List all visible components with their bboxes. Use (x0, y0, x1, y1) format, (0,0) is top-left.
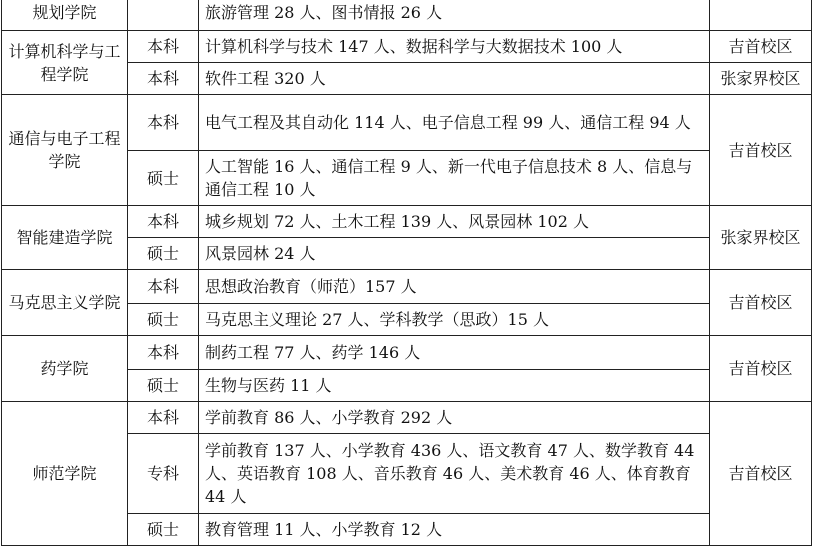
table-row (2, 31, 812, 63)
level-cell: 本科 (128, 206, 199, 238)
campus-cell (710, 0, 812, 31)
table-row (2, 270, 812, 304)
major-cell: 思想政治教育（师范）157 人 (199, 270, 710, 304)
college-cell: 药学院 (2, 336, 128, 402)
level-cell: 硕士 (128, 514, 199, 546)
major-cell: 软件工程 320 人 (199, 63, 710, 95)
level-cell: 本科 (128, 336, 199, 370)
level-cell: 硕士 (128, 151, 199, 206)
level-cell: 本科 (128, 31, 199, 63)
level-cell: 本科 (128, 95, 199, 151)
level-cell: 硕士 (128, 238, 199, 270)
level-cell: 硕士 (128, 370, 199, 402)
major-cell: 人工智能 16 人、通信工程 9 人、新一代电子信息技术 8 人、信息与通信工程 10 人 (199, 151, 710, 206)
major-cell: 风景园林 24 人 (199, 238, 710, 270)
level-cell: 本科 (128, 63, 199, 95)
college-cell: 马克思主义学院 (2, 270, 128, 336)
major-cell: 制药工程 77 人、药学 146 人 (199, 336, 710, 370)
campus-cell: 吉首校区 (710, 336, 812, 402)
major-cell: 旅游管理 28 人、图书情报 26 人 (199, 0, 710, 31)
campus-cell: 吉首校区 (710, 31, 812, 63)
major-cell: 学前教育 137 人、小学教育 436 人、语文教育 47 人、数学教育 44 人、英语教育 108 人、音乐教育 46 人、美术教育 46 人、体育教育 44 人 (199, 434, 710, 514)
major-cell: 教育管理 11 人、小学教育 12 人 (199, 514, 710, 546)
enrollment-table (1, 0, 812, 546)
major-cell: 城乡规划 72 人、土木工程 139 人、风景园林 102 人 (199, 206, 710, 238)
campus-cell: 吉首校区 (710, 402, 812, 546)
campus-cell: 吉首校区 (710, 270, 812, 336)
level-cell: 本科 (128, 402, 199, 434)
level-cell (128, 0, 199, 31)
major-cell: 生物与医药 11 人 (199, 370, 710, 402)
table-row (2, 402, 812, 434)
level-cell: 硕士 (128, 304, 199, 336)
level-cell: 本科 (128, 270, 199, 304)
college-cell: 规划学院 (2, 0, 128, 31)
major-cell: 电气工程及其自动化 114 人、电子信息工程 99 人、通信工程 94 人 (199, 95, 710, 151)
level-cell: 专科 (128, 434, 199, 514)
campus-cell: 张家界校区 (710, 206, 812, 270)
major-cell: 计算机科学与技术 147 人、数据科学与大数据技术 100 人 (199, 31, 710, 63)
campus-cell: 吉首校区 (710, 95, 812, 206)
major-cell: 学前教育 86 人、小学教育 292 人 (199, 402, 710, 434)
college-cell: 计算机科学与工程学院 (2, 31, 128, 95)
college-cell: 师范学院 (2, 402, 128, 546)
college-cell: 智能建造学院 (2, 206, 128, 270)
campus-cell: 张家界校区 (710, 63, 812, 95)
table-row (2, 0, 812, 31)
table-row (2, 336, 812, 370)
table-row (2, 206, 812, 238)
college-cell: 通信与电子工程学院 (2, 95, 128, 206)
major-cell: 马克思主义理论 27 人、学科教学（思政）15 人 (199, 304, 710, 336)
table-row (2, 95, 812, 151)
